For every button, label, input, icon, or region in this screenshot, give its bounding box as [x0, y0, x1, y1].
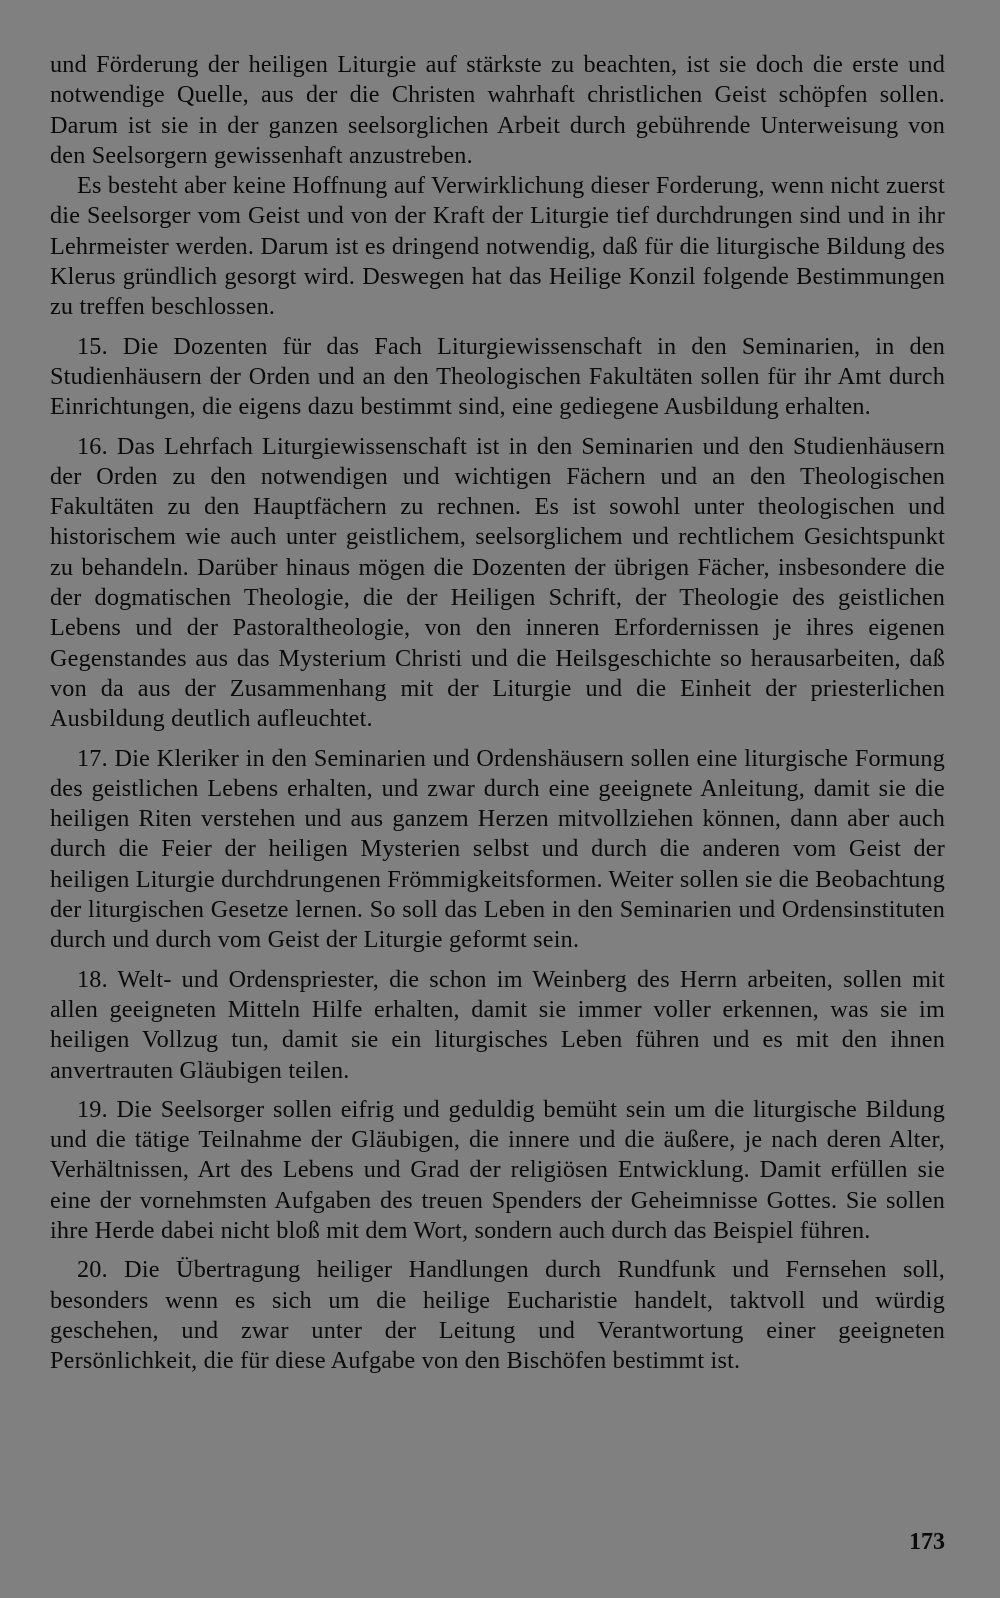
- page-text-block: [50, 50, 945, 1376]
- page-number: 173: [909, 1529, 945, 1555]
- paragraph-16: 16. Das Lehrfach Liturgiewissenschaft ist in den Seminarien und den Studienhäusern der Orden zu den notwendigen und wichtigen Fächern und an den Theologischen Fakultäten zu den Hauptfächern zu rechnen. Es ist sowohl unter theologischen und historischem wie auch unter geistlichem, seelsorglichem und rechtlichem Gesichtspunkt zu behandeln. Darüber hinaus mögen die Dozenten der übrigen Fächer, insbesondere die der dogmatischen Theologie, die der Heiligen Schrift, der Theologie des geistlichen Lebens und der Pastoraltheologie, von den inneren Erfordernissen je ihres eigenen Gegenstandes aus das Mysterium Christi und die Heilsgeschichte so herausarbeiten, daß von da aus der Zusammenhang mit der Liturgie und die Einheit der priesterlichen Ausbildung deutlich aufleuchtet.: [50, 432, 945, 733]
- paragraph-19: 19. Die Seelsorger sollen eifrig und geduldig bemüht sein um die liturgische Bildung und die tätige Teilnahme der Gläubigen, die innere und die äußere, je nach deren Alter, Verhältnissen, Art des Lebens und Grad der religiösen Entwicklung. Damit erfüllen sie eine der vornehmsten Aufgaben des treuen Spenders der Geheimnisse Gottes. Sie sollen ihre Herde dabei nicht bloß mit dem Wort, sondern auch durch das Beispiel führen.: [50, 1095, 945, 1244]
- paragraph-15: 15. Die Dozenten für das Fach Liturgiewissenschaft in den Seminarien, in den Studienhäusern der Orden und an den Theologischen Fakultäten sollen für ihr Amt durch Einrichtungen, die eigens dazu bestimmt sind, eine gediegene Ausbildung erhalten.: [50, 332, 945, 421]
- paragraph-18: 18. Welt- und Ordenspriester, die schon im Weinberg des Herrn arbeiten, sollen mit allen geeigneten Mitteln Hilfe erhalten, damit sie immer voller erkennen, was sie im heiligen Vollzug tun, damit sie ein liturgisches Leben führen und es mit den ihnen anvertrauten Gläubigen teilen.: [50, 965, 945, 1084]
- paragraph-17: 17. Die Kleriker in den Seminarien und Ordenshäusern sollen eine liturgische Formung des geistlichen Lebens erhalten, und zwar durch eine geeignete Anleitung, damit sie die heiligen Riten verstehen und aus ganzem Herzen mitvollziehen können, dann aber auch durch die Feier der heiligen Mysterien selbst und durch die anderen vom Geist der heiligen Liturgie durchdrungenen Frömmigkeitsformen. Weiter sollen sie die Beobachtung der liturgischen Gesetze lernen. So soll das Leben in den Seminarien und Ordensinstituten durch und durch vom Geist der Liturgie geformt sein.: [50, 744, 945, 954]
- paragraph-continuation: und Förderung der heiligen Liturgie auf stärkste zu beachten, ist sie doch die erste und notwendige Quelle, aus der die Christen wahrhaft christlichen Geist schöpfen sollen. Darum ist sie in der ganzen seelsorglichen Arbeit durch gebührende Unterweisung von den Seelsorgern gewissenhaft anzustreben.: [50, 51, 945, 169]
- paragraph-20: 20. Die Übertragung heiliger Handlungen durch Rundfunk und Fernsehen soll, besonders wenn es sich um die heilige Eucharistie handelt, taktvoll und würdig geschehen, und zwar unter der Leitung und Verantwortung einer geeigneten Persönlichkeit, die für diese Aufgabe von den Bischöfen bestimmt ist.: [50, 1256, 945, 1375]
- paragraph-klerus-bildung: Es besteht aber keine Hoffnung auf Verwirklichung dieser Forderung, wenn nicht zuerst die Seelsorger vom Geist und von der Kraft der Liturgie tief durchdrungen sind und in ihr Lehrmeister werden. Darum ist es dringend notwendig, daß für die liturgische Bildung des Klerus gründlich gesorgt wird. Deswegen hat das Heilige Konzil folgende Bestimmungen zu treffen beschlossen.: [50, 172, 945, 321]
